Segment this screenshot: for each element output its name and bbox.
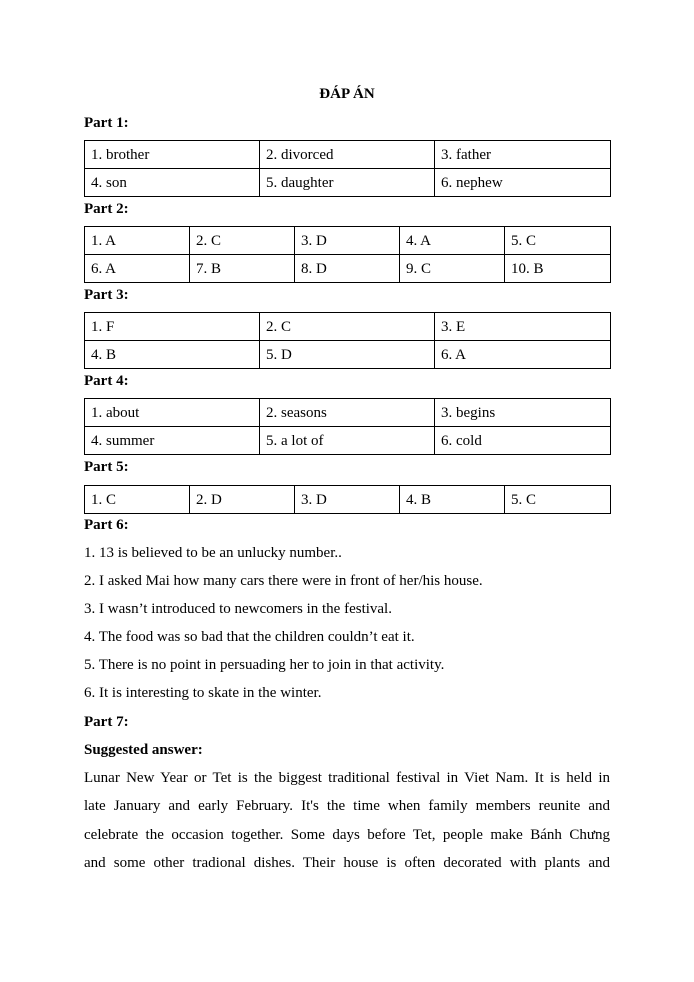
- table-cell: 4. A: [400, 227, 505, 255]
- part-3-table: [84, 312, 611, 369]
- part-7-label: Part 7:: [84, 714, 129, 730]
- part-6-label: Part 6:: [84, 517, 129, 533]
- table-cell: 6. nephew: [435, 169, 611, 197]
- table-cell: 5. C: [505, 486, 611, 514]
- paragraph-line: Lunar New Year or Tet is the biggest traditional festival in Viet Nam. It is held in: [84, 770, 610, 786]
- table-cell: 2. divorced: [260, 141, 435, 169]
- paragraph-line: and some other tradional dishes. Their house is often decorated with plants and: [84, 854, 610, 871]
- part-5-table: [84, 485, 611, 514]
- table-cell: 2. D: [190, 486, 295, 514]
- suggested-answer-heading: Suggested answer:: [84, 742, 203, 758]
- part-3-label: Part 3:: [84, 287, 129, 303]
- table-cell: 2. C: [190, 227, 295, 255]
- table-cell: 2. C: [260, 313, 435, 341]
- table-row: [85, 341, 611, 369]
- table-row: [85, 255, 611, 283]
- table-cell: 3. father: [435, 141, 611, 169]
- table-cell: 3. E: [435, 313, 611, 341]
- table-cell: 2. seasons: [260, 399, 435, 427]
- table-cell: 4. son: [85, 169, 260, 197]
- part-6-answer-5: 5. There is no point in persuading her to join in that activity.: [84, 657, 445, 673]
- table-cell: 4. B: [85, 341, 260, 369]
- paragraph-line: late January and early February. It's the time when family members reunite and: [84, 798, 610, 815]
- table-cell: 3. D: [295, 486, 400, 514]
- table-cell: 1. F: [85, 313, 260, 341]
- table-cell: 1. C: [85, 486, 190, 514]
- table-cell: 6. A: [435, 341, 611, 369]
- table-row: [85, 399, 611, 427]
- table-cell: 4. B: [400, 486, 505, 514]
- page-title: ĐÁP ÁN: [319, 86, 375, 102]
- table-cell: 5. a lot of: [260, 427, 435, 455]
- table-row: [85, 227, 611, 255]
- table-cell: 5. daughter: [260, 169, 435, 197]
- table-cell: 6. cold: [435, 427, 611, 455]
- table-row: [85, 486, 611, 514]
- table-cell: 3. begins: [435, 399, 611, 427]
- part-6-answer-1: 1. 13 is believed to be an unlucky number..: [84, 545, 342, 561]
- table-cell: 9. C: [400, 255, 505, 283]
- part-1-label: Part 1:: [84, 115, 129, 131]
- table-cell: 5. C: [505, 227, 611, 255]
- part-6-answer-2: 2. I asked Mai how many cars there were in front of her/his house.: [84, 573, 483, 589]
- part-6-answer-3: 3. I wasn’t introduced to newcomers in the festival.: [84, 601, 392, 617]
- part-1-table: [84, 140, 611, 197]
- table-cell: 6. A: [85, 255, 190, 283]
- part-6-answer-4: 4. The food was so bad that the children couldn’t eat it.: [84, 629, 415, 645]
- part-5-label: Part 5:: [84, 459, 129, 475]
- paragraph-line: celebrate the occasion together. Some days before Tet, people make Bánh Chưng: [84, 826, 610, 843]
- table-row: [85, 427, 611, 455]
- table-cell: 8. D: [295, 255, 400, 283]
- table-cell: 4. summer: [85, 427, 260, 455]
- table-cell: 10. B: [505, 255, 611, 283]
- table-row: [85, 313, 611, 341]
- table-cell: 5. D: [260, 341, 435, 369]
- table-row: [85, 141, 611, 169]
- table-cell: 7. B: [190, 255, 295, 283]
- part-2-label: Part 2:: [84, 201, 129, 217]
- table-cell: 1. about: [85, 399, 260, 427]
- table-row: [85, 169, 611, 197]
- part-4-label: Part 4:: [84, 373, 129, 389]
- part-2-table: [84, 226, 611, 283]
- table-cell: 1. A: [85, 227, 190, 255]
- table-cell: 3. D: [295, 227, 400, 255]
- part-7-paragraph: [84, 764, 610, 877]
- part-6-answer-6: 6. It is interesting to skate in the winter.: [84, 685, 322, 701]
- part-4-table: [84, 398, 611, 455]
- table-cell: 1. brother: [85, 141, 260, 169]
